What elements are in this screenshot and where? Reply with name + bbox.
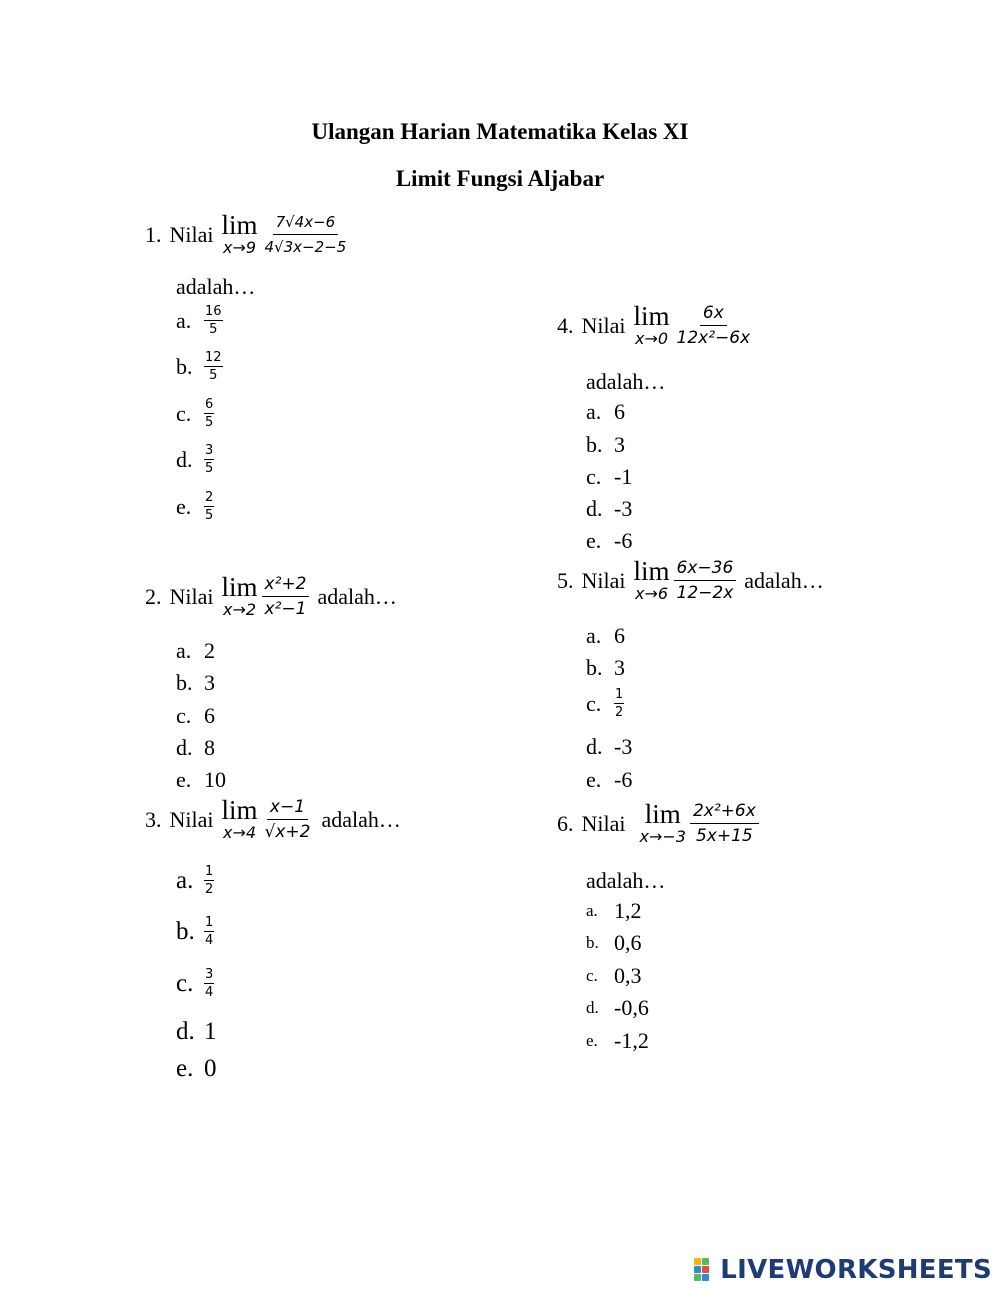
option-5e[interactable]: e. -6	[586, 767, 633, 792]
limit-operator: lim x→9	[221, 210, 258, 257]
nilai-label: Nilai	[581, 567, 626, 593]
option-6a[interactable]: a. 1,2	[586, 898, 642, 923]
adalah-text: adalah…	[321, 806, 401, 832]
fraction-denominator: √x+2	[264, 822, 311, 842]
option-5d[interactable]: d. -3	[586, 734, 633, 759]
option-2c[interactable]: c. 6	[176, 703, 215, 728]
fraction-numerator: x²+2	[262, 574, 310, 597]
adalah-text: adalah…	[317, 583, 397, 609]
option-4d[interactable]: d. -3	[586, 496, 633, 521]
question-1	[145, 212, 355, 257]
logo-square	[694, 1274, 701, 1281]
option-5b[interactable]: b. 3	[586, 655, 625, 680]
question-number: 5.	[557, 567, 574, 593]
option-2a[interactable]: a. 2	[176, 638, 215, 663]
question-4	[557, 303, 759, 348]
fraction-denominator: 4√3x−2−5	[264, 238, 347, 256]
fraction-numerator: 6x	[700, 303, 727, 326]
question-number: 1.	[145, 221, 162, 247]
fraction-denominator: 12x²−6x	[676, 328, 751, 348]
option-1e[interactable]: e. 2 5	[176, 490, 214, 523]
adalah-text: adalah…	[176, 274, 256, 299]
option-1c[interactable]: c. 6 5	[176, 397, 214, 430]
question-2	[145, 574, 397, 619]
question-number: 3.	[145, 806, 162, 832]
fraction-denominator: x²−1	[264, 599, 307, 619]
limit-fraction	[674, 303, 754, 348]
fraction-numerator: 6x−36	[674, 558, 737, 581]
nilai-label: Nilai	[169, 583, 214, 609]
question-5	[557, 558, 824, 603]
nilai-label: Nilai	[581, 810, 626, 836]
fraction-numerator: x−1	[267, 797, 308, 820]
option-4c[interactable]: c. -1	[586, 464, 633, 489]
option-6e[interactable]: e. -1,2	[586, 1028, 649, 1053]
question-3	[145, 797, 401, 842]
logo-square	[702, 1274, 709, 1281]
limit-operator: lim x→−3	[639, 799, 686, 846]
question-6	[557, 801, 765, 846]
limit-fraction	[262, 797, 314, 842]
nilai-label: Nilai	[169, 806, 214, 832]
fraction-numerator: 7√4x−6	[273, 212, 339, 235]
option-3d[interactable]: d. 1	[176, 1018, 217, 1045]
nilai-label: Nilai	[581, 312, 626, 338]
option-6c[interactable]: c. 0,3	[586, 963, 642, 988]
option-4e[interactable]: e. -6	[586, 528, 633, 553]
option-5c[interactable]: c. 1 2	[586, 687, 624, 720]
option-2d[interactable]: d. 8	[176, 735, 215, 760]
limit-fraction	[674, 558, 737, 603]
worksheet-subtitle: Limit Fungsi Aljabar	[395, 166, 605, 191]
option-3a[interactable]: a. 1 2	[176, 864, 214, 897]
question-number: 2.	[145, 583, 162, 609]
option-3c[interactable]: c. 3 4	[176, 967, 214, 1000]
limit-operator: lim x→0	[633, 301, 670, 348]
fraction-denominator: 12−2x	[676, 583, 734, 603]
logo-text: LIVEWORKSHEETS	[720, 1255, 992, 1285]
logo-square	[694, 1266, 701, 1273]
limit-fraction	[262, 212, 350, 257]
logo-square	[702, 1266, 709, 1273]
nilai-label: Nilai	[169, 221, 214, 247]
option-5a[interactable]: a. 6	[586, 623, 625, 648]
question-number: 6.	[557, 810, 574, 836]
option-2e[interactable]: e. 10	[176, 767, 226, 792]
limit-operator: lim x→6	[633, 556, 670, 603]
adalah-text: adalah…	[586, 369, 666, 394]
limit-fraction	[262, 574, 310, 619]
option-6b[interactable]: b. 0,6	[586, 930, 642, 955]
limit-fraction	[690, 801, 759, 846]
limit-operator: lim x→2	[221, 572, 258, 619]
fraction-numerator: 2x²+6x	[690, 801, 759, 824]
limit-operator: lim x→4	[221, 795, 258, 842]
liveworksheets-mark-icon	[694, 1258, 716, 1282]
question-number: 4.	[557, 312, 574, 338]
option-1b[interactable]: b. 12 5	[176, 350, 222, 383]
logo-square	[702, 1258, 709, 1265]
option-4b[interactable]: b. 3	[586, 432, 625, 457]
option-4a[interactable]: a. 6	[586, 399, 625, 424]
option-2b[interactable]: b. 3	[176, 670, 215, 695]
option-3e[interactable]: e. 0	[176, 1055, 217, 1082]
option-6d[interactable]: d. -0,6	[586, 995, 649, 1020]
logo-square	[694, 1258, 701, 1265]
adalah-text: adalah…	[744, 567, 824, 593]
worksheet-title: Ulangan Harian Matematika Kelas XI	[311, 119, 689, 144]
adalah-text: adalah…	[586, 868, 666, 893]
fraction-denominator: 5x+15	[695, 826, 753, 846]
option-1d[interactable]: d. 3 5	[176, 443, 214, 476]
liveworksheets-logo	[694, 1255, 992, 1285]
option-1a[interactable]: a. 16 5	[176, 304, 222, 337]
option-3b[interactable]: b. 1 4	[176, 915, 214, 948]
